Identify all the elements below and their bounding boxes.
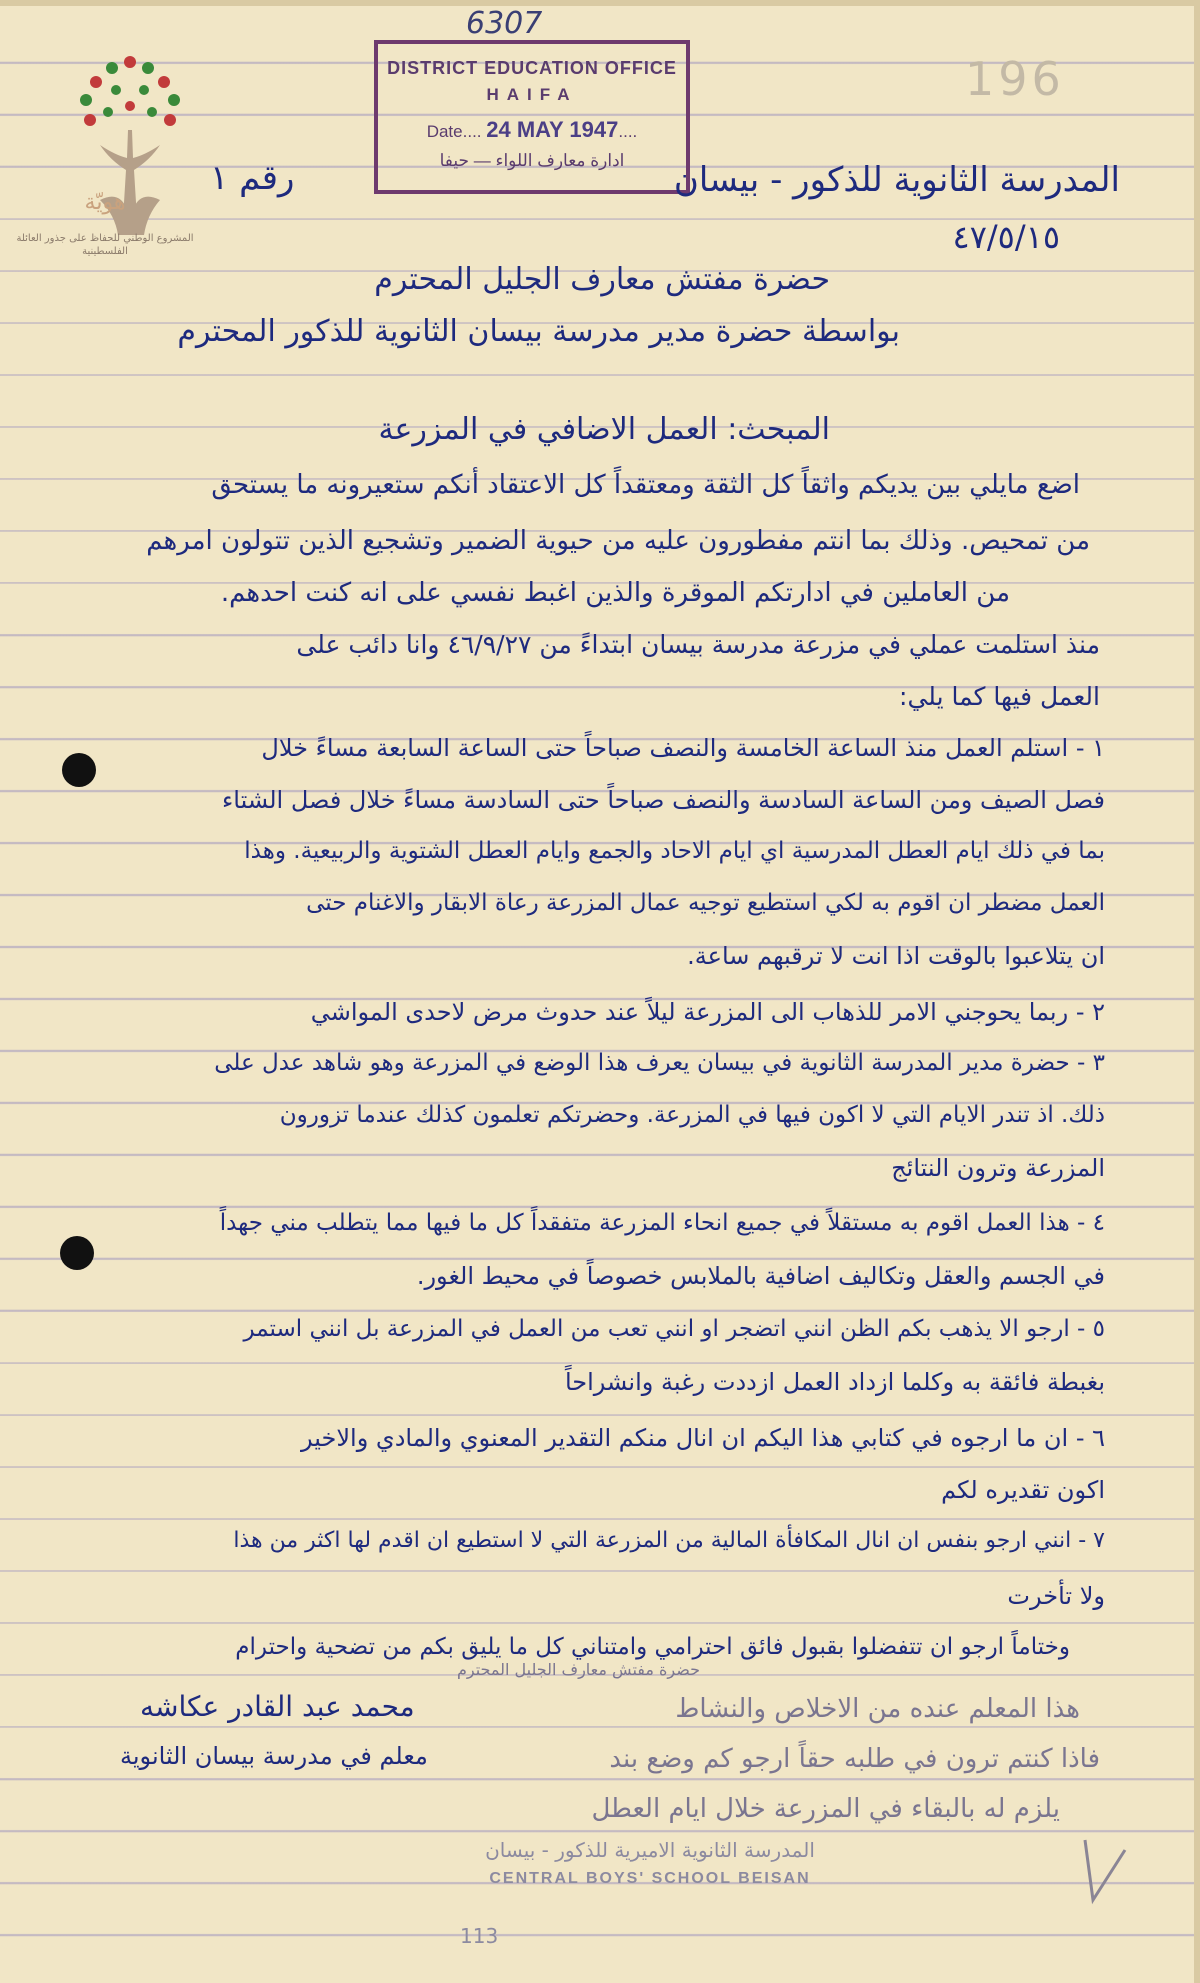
- body-line: ٧ - انني ارجو بنفس ان انال المكافأة المالية من المزرعة التي لا استطيع ان اقدم لها اكثر من هذا: [233, 1528, 1105, 1553]
- body-line: اكون تقديره لكم: [941, 1476, 1105, 1504]
- intro-line: من تمحيص. وذلك بما انتم مفطورون عليه من حيوية الضمير وتشجيع الذين تتولون امرهم: [146, 526, 1090, 556]
- body-line: ٥ - ارجو الا يذهب بكم الظن انني اتضجر او انني تعب من العمل في المزرعة بل انني استمر: [243, 1316, 1105, 1342]
- stamp-city: HAIFA: [486, 85, 578, 104]
- paper-right-edge: [1194, 0, 1200, 1983]
- body-line: العمل مضطر ان اقوم به لكي استطيع توجيه عمال المزرعة رعاة الابقار والاغنام حتى: [306, 890, 1105, 916]
- letter-date: ٤٧/٥/١٥: [952, 218, 1060, 256]
- punch-hole-bottom: [60, 1236, 94, 1270]
- body-line: ٤ - هذا العمل اقوم به مستقلاً في جميع انحاء المزرعة متفقداً كل ما فيها مما يتطلب مني جهداً: [219, 1210, 1105, 1236]
- body-line: منذ استلمت عملي في مزرعة مدرسة بيسان ابتداءً من ٤٦/٩/٢٧ وانا دائب على: [296, 630, 1100, 659]
- addressee-via: بواسطة حضرة مدير مدرسة بيسان الثانوية للذكور المحترم: [177, 314, 900, 349]
- body-line: بما في ذلك ايام العطل المدرسية اي ايام الاحاد والجمع وايام العطل الشتوية والربيعية. وهذا: [244, 838, 1105, 864]
- stamp-date-label: Date: [426, 122, 463, 141]
- logo-name: هويّة: [84, 190, 126, 215]
- letter-number: رقم ١: [210, 158, 295, 198]
- stamp-date-row: Date.... 24 MAY 1947....: [426, 117, 638, 142]
- body-line: ان يتلاعبوا بالوقت اذا انت لا ترقبهم ساعة.: [687, 942, 1105, 970]
- annotation-line: فاذا كنتم ترون في طلبه حقاً ارجو كم وضع بند: [609, 1744, 1100, 1774]
- intro-line: من العاملين في ادارتكم الموقرة والذين اغبط نفسي على انه كنت احدهم.: [220, 578, 1010, 608]
- intro-line: اضع مايلي بين يديكم واثقاً كل الثقة ومعتقداً كل الاعتقاد أنكم ستعيرونه ما يستحق: [211, 470, 1080, 500]
- body-line: ذلك. اذ تندر الايام التي لا اكون فيها في المزرعة. وحضرتكم تعلمون كذلك عندما تزورون: [279, 1102, 1105, 1128]
- body-line: وختاماً ارجو ان تتفضلوا بقبول فائق احترامي وامتناني كل ما يليق بكم من تضحية واحترام: [235, 1634, 1070, 1660]
- paper-top-edge: [0, 0, 1200, 6]
- annotation-line: يلزم له بالبقاء في المزرعة خلال ايام العطل: [591, 1794, 1060, 1824]
- page-number: 196: [965, 52, 1065, 106]
- body-line: ٦ - ان ما ارجوه في كتابي هذا اليكم ان انال منكم التقدير المعنوي والمادي والاخير: [301, 1424, 1105, 1452]
- school-heading: المدرسة الثانوية للذكور - بيسان: [673, 160, 1120, 200]
- body-line: ١ - استلم العمل منذ الساعة الخامسة والنصف صباحاً حتى الساعة السابعة مساءً خلال: [261, 734, 1105, 762]
- body-line: فصل الصيف ومن الساعة السادسة والنصف صباحاً حتى السادسة مساءً خلال فصل الشتاء: [221, 786, 1105, 814]
- signature-title: معلم في مدرسة بيسان الثانوية: [120, 1742, 428, 1770]
- body-line: ٢ - ربما يحوجني الامر للذهاب الى المزرعة ليلاً عند حدوث مرض لاحدى المواشي: [310, 998, 1105, 1026]
- signature-name: محمد عبد القادر عكاشه: [140, 1690, 415, 1723]
- school-stamp-number: 113: [460, 1924, 499, 1948]
- addressee: حضرة مفتش معارف الجليل المحترم: [374, 262, 830, 297]
- body-line: في الجسم والعقل وتكاليف اضافية بالملابس خصوصاً في محيط الغور.: [416, 1262, 1105, 1290]
- reference-number: 6307: [466, 6, 543, 41]
- body-line: بغبطة فائقة به وكلما ازداد العمل ازددت رغبة وانشراحاً: [564, 1368, 1105, 1396]
- body-line: ولا تأخرت: [1007, 1582, 1105, 1610]
- stamp-office-name: DISTRICT EDUCATION OFFICE: [387, 58, 677, 78]
- school-stamp-arabic: المدرسة الثانوية الاميرية للذكور - بيسان: [485, 1838, 815, 1862]
- logo-subtitle: المشروع الوطني للحفاظ على جذور العائلة الفلسطينية: [16, 233, 194, 257]
- district-education-stamp: [374, 40, 690, 194]
- school-stamp-english: CENTRAL BOYS' SCHOOL BEISAN: [489, 1870, 811, 1887]
- annotation-line: حضرة مفتش معارف الجليل المحترم: [456, 1660, 700, 1679]
- annotation-line: هذا المعلم عنده من الاخلاص والنشاط: [675, 1694, 1080, 1724]
- stamp-date-value: 24 MAY 1947: [486, 117, 619, 142]
- stamp-arabic-office: ادارة معارف اللواء — حيفا: [439, 151, 625, 170]
- body-line: ٣ - حضرة مدير المدرسة الثانوية في بيسان يعرف هذا الوضع في المزرعة وهو شاهد عدل على: [214, 1050, 1105, 1076]
- school-stamp: [440, 1834, 860, 1964]
- punch-hole-top: [62, 753, 96, 787]
- body-line: المزرعة وترون النتائج: [891, 1154, 1105, 1182]
- body-line: العمل فيها كما يلي:: [899, 682, 1100, 711]
- checkmark-icon: [1075, 1830, 1135, 1920]
- letter-subject: المبحث: العمل الاضافي في المزرعة: [378, 412, 830, 447]
